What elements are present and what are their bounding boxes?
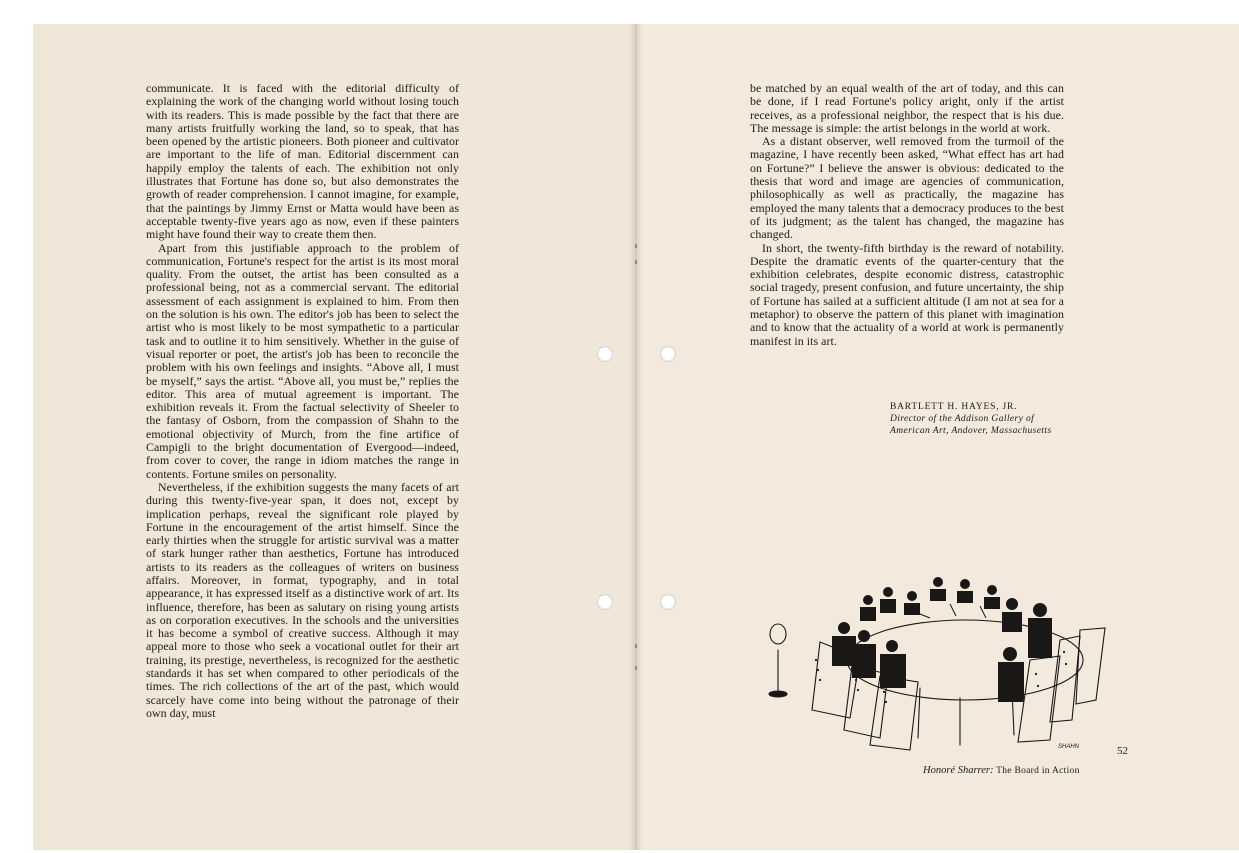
punch-hole	[597, 346, 613, 362]
paragraph: Apart from this justifiable approach to the problem of communication, Fortune's respect for the artist is its most moral quality. From the outset, the artist has been consulted as a professional being, not as a commercial servant. The editorial assessment of each assignment is explained to him. From then on the solution is his own. The editor's job has been to select the artist who is most likely to be most sympathetic to a particular task and to outline it to him sensitively. Whether in the guise of visual reporter or poet, the artist's job has been to reconcile the problem with his own feelings and insights. “Above all, I must be myself,” says the artist. “Above all, you must be,” replies the editor. This area of mutual agreement is important. The exhibition reveals it. From the factual selectivity of Sheeler to the fantasy of Osborn, from the compassion of Shahn to the emotional objectivity of Murch, from the fine artifice of Campigli to the bright documentation of Evergood—indeed, from cover to cover, the range in idiom matches the range in contents. Fortune smiles on personality.	[146, 240, 459, 481]
binding-mark	[635, 260, 637, 264]
page-gutter	[629, 24, 643, 850]
binding-mark	[635, 244, 637, 248]
board-meeting-illustration	[760, 570, 1116, 755]
caption-work-title: The Board in Action	[996, 766, 1080, 776]
paragraph: be matched by an equal wealth of the art of today, and this can be done, if I read Fortune's policy aright, only if the artist receives, as a professional neighbor, the respect that is his due. The message is simple: the artist belongs in the world at work.	[750, 81, 1064, 135]
paragraph: Nevertheless, if the exhibition suggests the many facets of art during this twenty-five-year span, it does not, except by implication perhaps, reveal the significant role played by Fortune in the encouragement of the artist himself. Since the early thirties when the struggle for artistic survival was a matter of stark hunger rather than aesthetics, Fortune has introduced artists to its readers as the colleagues of writers on business affairs. Moreover, in format, typography, and in total appearance, it has expressed itself as a distinctive work of art. Its influence, therefore, has been as salutary on rising young artists as on corporation executives. In the schools and the universities it has become a symbol of creative success. Although it may appeal more to those who seek a vocational outlet for their art training, its prestige, nevertheless, is recognized for the aesthetic standards it has set when compared to other periodicals of the times. The rich collections of the art of the past, which would scarcely have come into being without the patronage of their own day, must	[146, 479, 459, 720]
author-title-line: American Art, Andover, Massachusetts	[890, 426, 1052, 436]
left-text-column	[146, 82, 459, 720]
paragraph: In short, the twenty-fifth birthday is the reward of notability. Despite the dramatic events of the quarter-century that the exhibition celebrates, despite economic distress, catastrophic social tragedy, present confusion, and future uncertainty, the ship of Fortune has sailed at a sufficient altitude (I am not at sea for a metaphor) to observe the pattern of this planet with imagination and to know that the actuality of a world at work is permanently manifest in its art.	[750, 240, 1064, 348]
illustration-caption	[923, 765, 1080, 776]
right-text-column	[750, 82, 1064, 348]
binding-mark	[635, 644, 637, 648]
punch-hole	[660, 346, 676, 362]
caption-artist: Honoré Sharrer:	[923, 765, 994, 776]
author-title-line: Director of the Addison Gallery of	[890, 414, 1035, 424]
punch-hole	[660, 594, 676, 610]
author-name: BARTLETT H. HAYES, JR.	[890, 402, 1018, 412]
paragraph: As a distant observer, well removed from the turmoil of the magazine, I have recently been asked, “What effect has art had on Fortune?” I believe the answer is obvious: dedicated to the thesis that word and image are agencies of communication, philosophically as well as practically, the magazine has employed the many talents that a democracy produces to the best of its judgment; as the talent has changed, the magazine has changed.	[750, 134, 1064, 242]
illustration-signature: SHAHN	[1058, 744, 1080, 750]
author-signature-block	[890, 401, 1100, 437]
punch-hole	[597, 594, 613, 610]
paragraph: communicate. It is faced with the editorial difficulty of explaining the work of the changing world without losing touch with its readers. This is made possible by the fact that there are many artists fruitfully working the land, so to speak, that has been opened by the artistic pioneers. Both pioneer and cultivator are important to the life of man. Editorial discernment can happily employ the talents of each. The exhibition not only illustrates that Fortune has done so, but also demonstrates the growth of reader comprehension. I cannot imagine, for example, that the paintings by Jimmy Ernst or Matta would have been as acceptable twenty-five years ago as now, even if these painters might have found their way to create them then.	[146, 81, 459, 242]
page-number: 52	[1117, 745, 1128, 757]
binding-mark	[635, 666, 637, 670]
